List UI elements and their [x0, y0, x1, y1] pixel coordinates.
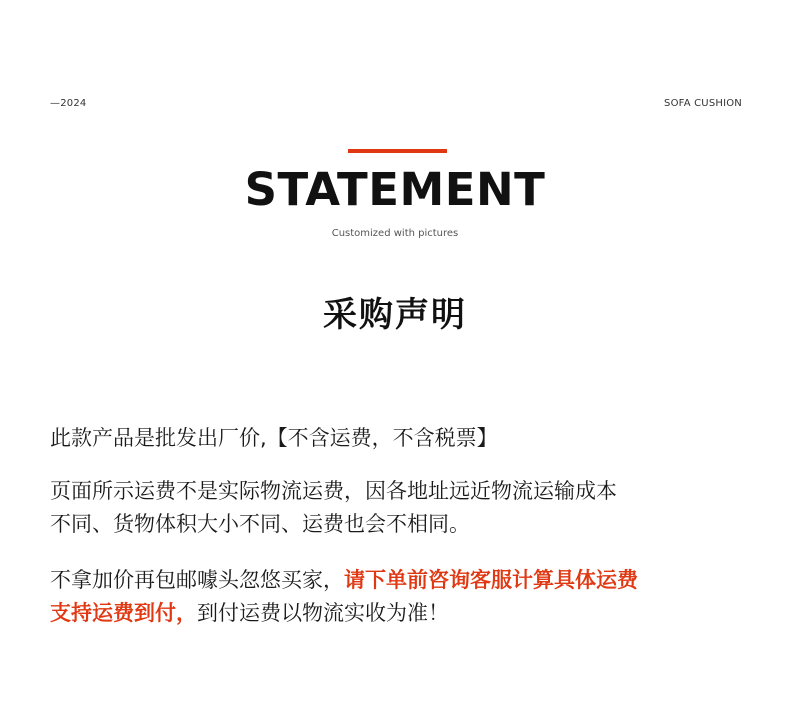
brand-label: SOFA CUSHION: [664, 98, 742, 109]
statement-subtitle: Customized with pictures: [331, 228, 459, 239]
consult-note-line-1: [50, 564, 750, 597]
cod-note-text: 到付运费以物流实收为准！: [197, 601, 449, 625]
price-note-text: 此款产品是批发出厂价,【不含运费，不含税票】: [50, 426, 498, 450]
purchase-statement-title: 采购声明: [323, 295, 467, 335]
shipping-note-line-2: 不同、货物体积大小不同、运费也会不相同。: [50, 512, 470, 536]
price-note-paragraph: [50, 422, 750, 455]
shipping-note-line-1: 页面所示运费不是实际物流运费，因各地址远近物流运输成本: [50, 479, 617, 503]
consult-note-text: 不拿加价再包邮噱头忽悠买家，: [50, 568, 344, 592]
consult-note-line-2: [50, 597, 750, 630]
cod-highlight-text: 支持运费到付，: [50, 601, 197, 625]
consult-note-paragraph: [50, 564, 750, 630]
consult-highlight-text: 请下单前咨询客服计算具体运费: [344, 568, 638, 592]
shipping-note-paragraph: [50, 475, 750, 541]
statement-title: STATEMENT: [244, 163, 546, 216]
year-label: —2024: [50, 98, 87, 109]
accent-bar: [348, 149, 447, 153]
